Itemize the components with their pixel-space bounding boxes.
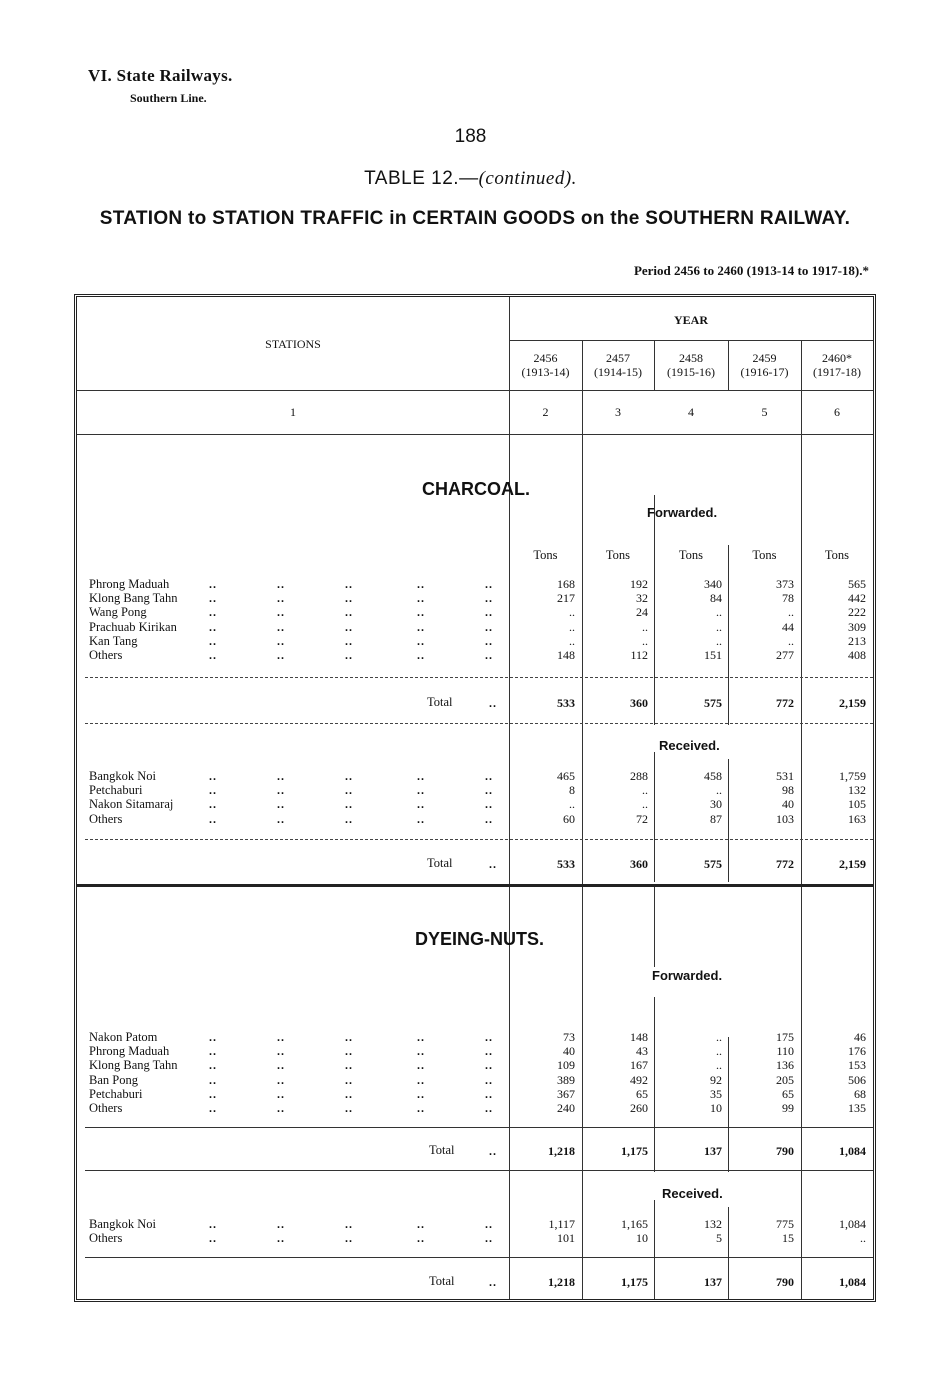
table-cell: 109: [557, 1058, 575, 1073]
leader-dots: ..: [277, 811, 285, 826]
table-cell: 240: [557, 1101, 575, 1115]
leader-dots: ..: [485, 577, 493, 591]
table-cell: 30: [710, 797, 722, 812]
leader-dots: ..: [485, 1231, 493, 1246]
table-cell: 151: [704, 648, 722, 662]
received-label: Received.: [659, 738, 720, 753]
table-cell: 132: [704, 1217, 722, 1231]
leader-dots: ..: [277, 1101, 285, 1115]
leader-dots: ..: [485, 1058, 493, 1073]
total-cell: 360: [630, 696, 648, 710]
leader-dots: ..: [345, 769, 353, 783]
line-subheader: Southern Line.: [130, 91, 207, 105]
total-cell: 575: [704, 696, 722, 710]
col-number-2: 2: [542, 405, 549, 419]
year-col-2458: [654, 351, 728, 379]
table-cell: ..: [642, 619, 648, 634]
leader-dots: ..: [485, 633, 493, 648]
table-cell: 40: [782, 797, 794, 812]
col-divider-charcoal-rec-a: [654, 752, 655, 882]
section-title-charcoal: CHARCOAL.: [422, 479, 530, 499]
year-ce: (1917-18): [813, 365, 861, 379]
table-cell: 506: [848, 1072, 866, 1087]
leader-dots: ..: [345, 1086, 353, 1101]
table-cell: 101: [557, 1231, 575, 1246]
leader-dots: ..: [209, 619, 217, 634]
table-cell: ..: [716, 783, 722, 798]
leader-dots: ..: [209, 1072, 217, 1087]
leader-dots: ..: [417, 1101, 425, 1115]
station-name: Prachuab Kirikan: [89, 619, 177, 634]
table-cell: 465: [557, 769, 575, 783]
year-be: 2457: [606, 351, 630, 365]
leader-dots: ..: [277, 1044, 285, 1059]
unit-label: Tons: [605, 548, 631, 562]
table-cell: 205: [776, 1072, 794, 1087]
leader-dots: ..: [417, 619, 425, 634]
table-cell: ..: [642, 783, 648, 798]
leader-dots: ..: [417, 1217, 425, 1231]
leader-dots: ..: [417, 797, 425, 812]
total-cell: 575: [704, 857, 722, 871]
leader-dots: ..: [277, 605, 285, 620]
leader-dots: ..: [417, 1058, 425, 1073]
table-cell: 492: [630, 1072, 648, 1087]
table-cell: ..: [788, 633, 794, 648]
col-number-5: 5: [761, 405, 768, 419]
leader-dots: ..: [417, 591, 425, 606]
unit-label: Tons: [533, 548, 558, 562]
table-cell: 105: [848, 797, 866, 812]
leader-dots: ..: [345, 1072, 353, 1087]
year-be: 2458: [679, 351, 703, 365]
year-ce: (1916-17): [740, 365, 789, 379]
table-cell: 99: [782, 1101, 794, 1115]
station-name: Ban Pong: [89, 1072, 138, 1087]
leader-dots: ..: [417, 1072, 425, 1087]
table-cell: 340: [704, 577, 722, 591]
leader-dots: ..: [209, 1101, 217, 1115]
leader-dots: ..: [277, 1086, 285, 1101]
station-name: Bangkok Noi: [89, 1217, 157, 1231]
leader-dots: ..: [485, 648, 493, 662]
table-cell: ..: [569, 605, 575, 620]
table-cell: 309: [848, 619, 866, 634]
year-col-2457: [582, 351, 654, 379]
table-cell: 367: [557, 1086, 575, 1101]
table-cell: 168: [557, 577, 575, 591]
leader-dots: ..: [417, 648, 425, 662]
leader-dots: ..: [485, 1217, 493, 1231]
station-name: Phrong Maduah: [89, 577, 170, 591]
leader-dots: ..: [277, 619, 285, 634]
leader-dots: ..: [277, 1072, 285, 1087]
leader-dots: ..: [345, 1231, 353, 1246]
leader-dots: ..: [485, 619, 493, 634]
leader-dots: ..: [209, 1231, 217, 1246]
table-cell: 84: [710, 591, 722, 606]
table-cell: 565: [848, 577, 866, 591]
leader-dots: ..: [209, 1044, 217, 1059]
table-cell: 442: [848, 591, 866, 606]
forwarded-label: Forwarded.: [647, 505, 718, 520]
table-cell: 43: [636, 1044, 648, 1059]
leader-dots: ..: [417, 633, 425, 648]
leader-dots: ..: [485, 1030, 493, 1044]
leader-dots: ..: [209, 1030, 217, 1044]
station-name: Others: [89, 648, 123, 662]
leader-dots: ..: [489, 857, 497, 871]
leader-dots: ..: [209, 783, 217, 798]
leader-dots: ..: [277, 769, 285, 783]
table-cell: 217: [557, 591, 575, 606]
year-col-2459: [728, 351, 801, 379]
total-cell: 137: [704, 1275, 722, 1289]
leader-dots: ..: [345, 1058, 353, 1073]
station-name: Petchaburi: [89, 783, 143, 798]
table-cell: ..: [716, 1030, 722, 1044]
year-be: 2456: [533, 351, 558, 365]
leader-dots: ..: [209, 591, 217, 606]
leader-dots: ..: [277, 1030, 285, 1044]
station-name: Petchaburi: [89, 1086, 143, 1101]
total-rule: [85, 1170, 873, 1171]
year-ce: (1913-14): [521, 365, 570, 379]
table-cell: 136: [776, 1058, 794, 1073]
total-cell: 1,218: [548, 1275, 575, 1289]
table-cell: ..: [860, 1231, 866, 1246]
table-cell: ..: [716, 633, 722, 648]
station-name: Klong Bang Tahn: [89, 1058, 178, 1073]
leader-dots: ..: [417, 811, 425, 826]
total-label: Total: [427, 856, 453, 870]
total-rule: [85, 723, 873, 724]
col-number-4: 4: [688, 405, 694, 419]
table-cell: 10: [710, 1101, 722, 1115]
table-cell: 110: [776, 1044, 794, 1059]
leader-dots: ..: [345, 811, 353, 826]
table-cell: 65: [782, 1086, 794, 1101]
leader-dots: ..: [345, 605, 353, 620]
stations-header: STATIONS: [265, 337, 321, 351]
total-cell: 790: [776, 1275, 794, 1289]
col-number-1: 1: [290, 405, 296, 419]
total-label: Total: [429, 1143, 455, 1157]
leader-dots: ..: [209, 1217, 217, 1231]
table-cell: 103: [776, 811, 794, 826]
table-cell: ..: [716, 605, 722, 620]
leader-dots: ..: [485, 783, 493, 798]
leader-dots: ..: [485, 1086, 493, 1101]
table-cell: 192: [630, 577, 648, 591]
year-ce: (1915-16): [667, 365, 715, 379]
total-cell: 1,218: [548, 1144, 575, 1158]
col-number-6: 6: [834, 405, 840, 419]
table-cell: 98: [782, 783, 794, 798]
table-cell: 92: [710, 1072, 722, 1087]
section-divider: [77, 884, 873, 887]
station-name: Others: [89, 811, 123, 826]
total-label: Total: [427, 695, 453, 709]
total-label: Total: [429, 1274, 455, 1288]
total-cell: 2,159: [839, 696, 866, 710]
total-cell: 1,084: [839, 1275, 866, 1289]
table-cell: 1,165: [621, 1217, 648, 1231]
total-cell: 772: [776, 696, 794, 710]
leader-dots: ..: [417, 605, 425, 620]
table-number: TABLE 12.—: [364, 168, 479, 189]
leader-dots: ..: [277, 1058, 285, 1073]
leader-dots: ..: [277, 648, 285, 662]
col-divider-dn-top: [654, 887, 655, 967]
leader-dots: ..: [277, 797, 285, 812]
year-ce: (1914-15): [594, 365, 642, 379]
table-cell: 389: [557, 1072, 575, 1087]
page-number: 188: [454, 126, 487, 147]
leader-dots: ..: [345, 1044, 353, 1059]
col-number-3: 3: [615, 405, 621, 419]
table-cell: 277: [776, 648, 794, 662]
total-cell: 1,084: [839, 1144, 866, 1158]
traffic-table: [74, 294, 876, 1302]
leader-dots: ..: [417, 1231, 425, 1246]
table-cell: 112: [630, 648, 648, 662]
received-label: Received.: [662, 1186, 723, 1201]
leader-dots: ..: [209, 605, 217, 620]
table-cell: ..: [716, 1058, 722, 1073]
table-cell: 288: [630, 769, 648, 783]
table-cell: 40: [563, 1044, 575, 1059]
table-cell: ..: [788, 605, 794, 620]
table-cell: ..: [569, 797, 575, 812]
table-cell: ..: [642, 633, 648, 648]
leader-dots: ..: [485, 1044, 493, 1059]
leader-dots: ..: [417, 783, 425, 798]
year-be: 2460*: [822, 351, 852, 365]
station-name: Others: [89, 1101, 123, 1115]
station-name: Nakon Sitamaraj: [89, 797, 174, 812]
leader-dots: ..: [489, 1275, 497, 1289]
leader-dots: ..: [345, 1030, 353, 1044]
total-cell: 790: [776, 1144, 794, 1158]
table-cell: 87: [710, 811, 722, 826]
leader-dots: ..: [417, 577, 425, 591]
station-name: Others: [89, 1231, 123, 1246]
leader-dots: ..: [209, 1086, 217, 1101]
leader-dots: ..: [277, 1231, 285, 1246]
leader-dots: ..: [345, 648, 353, 662]
table-cell: 531: [776, 769, 794, 783]
leader-dots: ..: [417, 1086, 425, 1101]
table-cell: 408: [848, 648, 866, 662]
table-cell: 775: [776, 1217, 794, 1231]
table-cell: 458: [704, 769, 722, 783]
leader-dots: ..: [277, 1217, 285, 1231]
leader-dots: ..: [209, 633, 217, 648]
table-cell: 32: [636, 591, 648, 606]
total-cell: 137: [704, 1144, 722, 1158]
leader-dots: ..: [209, 797, 217, 812]
table-cell: 167: [630, 1058, 648, 1073]
col-divider-dn-fwd-a: [654, 997, 655, 1172]
total-cell: 2,159: [839, 857, 866, 871]
leader-dots: ..: [209, 1058, 217, 1073]
table-cell: 5: [716, 1231, 722, 1246]
col-divider-dn-rec-a: [654, 1200, 655, 1299]
station-name: Phrong Maduah: [89, 1044, 170, 1059]
section-title-dyeing-nuts: DYEING-NUTS.: [415, 929, 545, 949]
total-cell: 772: [776, 857, 794, 871]
table-cell: 175: [776, 1030, 794, 1044]
leader-dots: ..: [417, 1044, 425, 1059]
station-name: Kan Tang: [89, 633, 138, 648]
table-cell: ..: [642, 797, 648, 812]
year-header: YEAR: [673, 313, 708, 327]
table-cell: 1,084: [839, 1217, 866, 1231]
col-divider-charcoal-fwd-a: [654, 495, 655, 725]
table-cell: 68: [854, 1086, 866, 1101]
station-name: Klong Bang Tahn: [89, 591, 178, 606]
table-cell: 260: [630, 1101, 648, 1115]
leader-dots: ..: [209, 648, 217, 662]
table-cell: 73: [563, 1030, 575, 1044]
period-note: Period 2456 to 2460 (1913-14 to 1917-18).*: [633, 263, 869, 278]
leader-dots: ..: [345, 619, 353, 634]
table-cell: 153: [848, 1058, 866, 1073]
year-col-2460: [801, 351, 873, 379]
leader-dots: ..: [345, 591, 353, 606]
table-cell: 8: [569, 783, 575, 798]
table-cell: 65: [636, 1086, 648, 1101]
year-header-rule: [509, 340, 873, 341]
table-cell: 213: [848, 633, 866, 648]
table-cell: 10: [636, 1231, 648, 1246]
table-cell: ..: [569, 633, 575, 648]
forwarded-label: Forwarded.: [652, 968, 723, 983]
station-name: Bangkok Noi: [89, 769, 157, 783]
year-be: 2459: [752, 351, 777, 365]
table-cell: 135: [848, 1101, 866, 1115]
table-title: STATION to STATION TRAFFIC in CERTAIN GOODS on the SOUTHERN RAILWAY.: [99, 208, 851, 229]
table-cell: 148: [630, 1030, 648, 1044]
table-cell: ..: [569, 619, 575, 634]
leader-dots: ..: [345, 797, 353, 812]
section-header: VI. State Railways.: [88, 66, 233, 85]
station-name: Wang Pong: [89, 605, 147, 620]
table-cell: 44: [782, 619, 794, 634]
total-cell: 533: [557, 696, 575, 710]
leader-dots: ..: [485, 769, 493, 783]
table-cell: 163: [848, 811, 866, 826]
table-cell: ..: [716, 619, 722, 634]
table-cell: 373: [776, 577, 794, 591]
subtotal-rule: [85, 1257, 873, 1258]
leader-dots: ..: [277, 591, 285, 606]
table-cell: 72: [636, 811, 648, 826]
subtotal-rule: [85, 839, 873, 840]
table-cell: 35: [710, 1086, 722, 1101]
table-cell: 176: [848, 1044, 866, 1059]
year-col-2456: [509, 351, 582, 379]
table-cell: 46: [854, 1030, 866, 1044]
table-cell: 222: [848, 605, 866, 620]
subtotal-rule: [85, 677, 873, 678]
leader-dots: ..: [345, 1217, 353, 1231]
leader-dots: ..: [345, 783, 353, 798]
table-cell: 1,117: [548, 1217, 575, 1231]
table-cell: 15: [782, 1231, 794, 1246]
table-cell: 1,759: [839, 769, 866, 783]
leader-dots: ..: [489, 696, 497, 710]
unit-label: Tons: [752, 548, 777, 562]
station-name: Nakon Patom: [89, 1030, 158, 1044]
leader-dots: ..: [485, 605, 493, 620]
table-cell: 24: [636, 605, 648, 620]
header-rule: [77, 390, 873, 391]
total-cell: 1,175: [621, 1144, 648, 1158]
total-cell: 360: [630, 857, 648, 871]
table-cell: 78: [782, 591, 794, 606]
table-label: [0, 168, 941, 190]
leader-dots: ..: [417, 1030, 425, 1044]
leader-dots: ..: [485, 591, 493, 606]
colnum-rule: [77, 434, 873, 435]
table-cell: 148: [557, 648, 575, 662]
leader-dots: ..: [345, 633, 353, 648]
leader-dots: ..: [277, 783, 285, 798]
unit-label: Tons: [824, 548, 850, 562]
total-cell: 1,175: [621, 1275, 648, 1289]
total-cell: 533: [557, 857, 575, 871]
leader-dots: ..: [485, 1101, 493, 1115]
table-cell: 60: [563, 811, 575, 826]
subtotal-rule: [85, 1127, 873, 1128]
leader-dots: ..: [209, 769, 217, 783]
leader-dots: ..: [485, 811, 493, 826]
leader-dots: ..: [345, 1101, 353, 1115]
leader-dots: ..: [485, 797, 493, 812]
table-cell: ..: [716, 1044, 722, 1059]
table-continued: (continued).: [478, 168, 577, 189]
leader-dots: ..: [345, 577, 353, 591]
leader-dots: ..: [209, 577, 217, 591]
unit-label: Tons: [678, 548, 704, 562]
leader-dots: ..: [277, 633, 285, 648]
table-cell: 132: [848, 783, 866, 798]
leader-dots: ..: [485, 1072, 493, 1087]
leader-dots: ..: [489, 1144, 497, 1158]
leader-dots: ..: [417, 769, 425, 783]
leader-dots: ..: [277, 577, 285, 591]
leader-dots: ..: [209, 811, 217, 826]
